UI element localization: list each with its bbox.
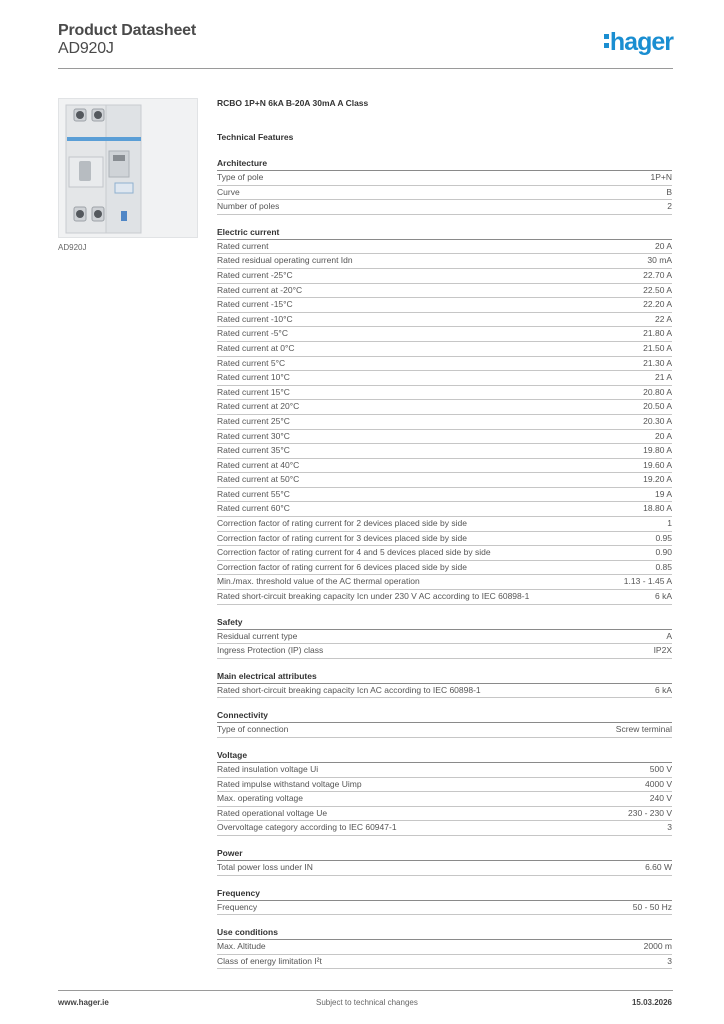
section-title: Voltage — [217, 748, 672, 763]
page-title: Product Datasheet — [58, 22, 196, 39]
spec-label: Rated current 60°C — [217, 503, 290, 514]
spec-label: Rated current at 50°C — [217, 474, 300, 485]
spec-value: 0.85 — [655, 561, 672, 572]
spec-row — [217, 269, 672, 284]
spec-value: 0.95 — [655, 532, 672, 543]
spec-label: Rated current -25°C — [217, 269, 293, 280]
spec-value: 6 kA — [654, 591, 672, 602]
spec-value: 1 — [667, 518, 672, 529]
spec-label: Rated current 55°C — [217, 488, 290, 499]
section-title: Connectivity — [217, 708, 672, 723]
spec-value: B — [666, 186, 672, 197]
spec-label: Rated operational voltage Ue — [217, 807, 328, 818]
section-title: Frequency — [217, 886, 672, 901]
spec-label: Rated current at 40°C — [217, 459, 300, 470]
spec-row — [217, 807, 672, 822]
spec-row — [217, 778, 672, 793]
spec-value: 21.30 A — [643, 357, 672, 368]
spec-label: Max. operating voltage — [217, 793, 303, 804]
spec-row — [217, 940, 672, 955]
technical-content — [217, 96, 672, 969]
spec-value: 0.90 — [655, 547, 672, 558]
spec-section — [217, 846, 672, 876]
spec-label: Class of energy limitation I²t — [217, 955, 322, 966]
spec-label: Rated current 35°C — [217, 445, 290, 456]
spec-label: Rated current at 20°C — [217, 401, 300, 412]
spec-value: 20.30 A — [643, 415, 672, 426]
spec-value: 4000 V — [645, 778, 672, 789]
spec-value: 19 A — [654, 488, 672, 499]
spec-value: 3 — [667, 955, 672, 966]
spec-label: Rated insulation voltage Ui — [217, 764, 319, 774]
spec-label: Number of poles — [217, 201, 280, 212]
spec-label: Correction factor of rating current for 4 and 5 devices placed side by side — [217, 547, 491, 558]
spec-value: 50 - 50 Hz — [632, 901, 672, 912]
spec-value: 21 A — [654, 372, 672, 383]
spec-row — [217, 171, 672, 186]
spec-value: 22.20 A — [643, 299, 672, 310]
spec-row — [217, 488, 672, 503]
product-description: RCBO 1P+N 6kA B-20A 30mA A Class — [217, 98, 369, 108]
spec-value: 230 - 230 V — [628, 807, 672, 818]
product-image — [58, 98, 198, 238]
product-reference: AD920J — [58, 40, 114, 57]
spec-label: Rated current -15°C — [217, 299, 293, 310]
spec-label: Correction factor of rating current for 6 devices placed side by side — [217, 561, 467, 572]
spec-sections — [217, 156, 672, 969]
rcbo-device-icon — [59, 99, 197, 237]
footer-date: 15.03.2026 — [631, 998, 672, 1007]
spec-label: Max. Altitude — [217, 941, 266, 952]
spec-value: 2000 m — [643, 941, 672, 952]
spec-label: Rated current at -20°C — [217, 284, 303, 295]
hager-logo — [604, 28, 673, 57]
spec-row — [217, 313, 672, 328]
spec-label: Correction factor of rating current for 3 devices placed side by side — [217, 532, 467, 543]
footer-notice: Subject to technical changes — [316, 998, 418, 1007]
spec-label: Frequency — [217, 901, 258, 912]
spec-row — [217, 861, 672, 876]
spec-value: 19.60 A — [643, 459, 672, 470]
spec-value: 1P+N — [650, 172, 672, 182]
spec-value: 2 — [667, 201, 672, 212]
spec-label: Type of connection — [217, 724, 289, 735]
spec-row — [217, 517, 672, 532]
spec-row — [217, 430, 672, 445]
spec-row — [217, 575, 672, 590]
spec-value: 20.80 A — [643, 386, 672, 397]
spec-row — [217, 723, 672, 738]
section-title: Power — [217, 846, 672, 861]
spec-row — [217, 415, 672, 430]
spec-row — [217, 386, 672, 401]
spec-value: 20 A — [654, 240, 672, 251]
spec-row — [217, 357, 672, 372]
spec-row — [217, 240, 672, 255]
spec-label: Type of pole — [217, 172, 264, 182]
spec-value: 30 mA — [647, 255, 672, 266]
spec-row — [217, 327, 672, 342]
spec-section — [217, 708, 672, 738]
footer-website[interactable]: www.hager.ie — [58, 998, 109, 1007]
spec-value: 19.80 A — [643, 445, 672, 456]
spec-value: 240 V — [649, 793, 672, 804]
spec-value: 22 A — [654, 313, 672, 324]
section-title: Architecture — [217, 156, 672, 171]
spec-row — [217, 901, 672, 916]
section-title: Safety — [217, 615, 672, 630]
spec-value: A — [666, 630, 672, 641]
spec-value: 20.50 A — [643, 401, 672, 412]
spec-row — [217, 546, 672, 561]
spec-label: Rated current 30°C — [217, 430, 290, 441]
spec-label: Total power loss under IN — [217, 861, 313, 872]
spec-row — [217, 630, 672, 645]
spec-row — [217, 763, 672, 778]
spec-value: 21.50 A — [643, 342, 672, 353]
spec-row — [217, 561, 672, 576]
spec-row — [217, 644, 672, 659]
spec-row — [217, 532, 672, 547]
spec-row — [217, 502, 672, 517]
spec-value: 19.20 A — [643, 474, 672, 485]
spec-value: 6 kA — [654, 684, 672, 695]
logo-colon-icon — [604, 28, 609, 48]
spec-label: Ingress Protection (IP) class — [217, 645, 324, 656]
spec-label: Rated current at 0°C — [217, 342, 295, 353]
spec-section — [217, 748, 672, 836]
spec-label: Rated residual operating current Idn — [217, 255, 353, 266]
spec-section — [217, 886, 672, 916]
spec-row — [217, 821, 672, 836]
spec-label: Rated current — [217, 240, 269, 251]
spec-label: Rated current 15°C — [217, 386, 290, 397]
spec-label: Rated current -10°C — [217, 313, 293, 324]
spec-section — [217, 156, 672, 215]
spec-label: Correction factor of rating current for 2 devices placed side by side — [217, 518, 467, 529]
spec-row — [217, 298, 672, 313]
spec-value: 18.80 A — [643, 503, 672, 514]
spec-label: Residual current type — [217, 630, 298, 641]
spec-row — [217, 200, 672, 215]
header-divider — [58, 68, 673, 69]
logo-text: hager — [609, 28, 673, 56]
spec-value: 3 — [667, 822, 672, 833]
spec-row — [217, 254, 672, 269]
spec-section — [217, 615, 672, 659]
spec-label: Rated current 10°C — [217, 372, 290, 383]
spec-value: 21.80 A — [643, 328, 672, 339]
spec-row — [217, 473, 672, 488]
spec-label: Rated current -5°C — [217, 328, 288, 339]
spec-section — [217, 669, 672, 699]
spec-row — [217, 684, 672, 699]
features-heading: Technical Features — [217, 132, 294, 142]
spec-label: Rated current 25°C — [217, 415, 290, 426]
spec-row — [217, 342, 672, 357]
spec-label: Overvoltage category according to IEC 60947-1 — [217, 822, 397, 833]
section-title: Electric current — [217, 225, 672, 240]
spec-row — [217, 284, 672, 299]
spec-label: Rated short-circuit breaking capacity Icn AC according to IEC 60898-1 — [217, 684, 481, 695]
spec-row — [217, 590, 672, 605]
spec-section — [217, 225, 672, 605]
page-header — [58, 20, 673, 70]
footer-divider — [58, 990, 673, 991]
spec-row — [217, 444, 672, 459]
spec-label: Rated impulse withstand voltage Uimp — [217, 778, 362, 789]
spec-row — [217, 792, 672, 807]
spec-row — [217, 371, 672, 386]
spec-value: 22.70 A — [643, 269, 672, 280]
spec-row — [217, 955, 672, 970]
spec-row — [217, 400, 672, 415]
section-title: Main electrical attributes — [217, 669, 672, 684]
spec-value: 20 A — [654, 430, 672, 441]
spec-value: 6.60 W — [645, 861, 672, 872]
spec-value: 500 V — [649, 764, 672, 774]
spec-value: 22.50 A — [643, 284, 672, 295]
spec-label: Min./max. threshold value of the AC thermal operation — [217, 576, 420, 587]
spec-value: IP2X — [653, 645, 672, 656]
image-caption: AD920J — [58, 243, 87, 252]
section-title: Use conditions — [217, 925, 672, 940]
spec-row — [217, 459, 672, 474]
spec-value: 1.13 - 1.45 A — [623, 576, 672, 587]
spec-label: Curve — [217, 186, 240, 197]
spec-label: Rated current 5°C — [217, 357, 286, 368]
spec-row — [217, 186, 672, 201]
spec-section — [217, 925, 672, 969]
spec-value: Screw terminal — [615, 724, 672, 735]
spec-label: Rated short-circuit breaking capacity Icn under 230 V AC according to IEC 60898-1 — [217, 591, 530, 602]
